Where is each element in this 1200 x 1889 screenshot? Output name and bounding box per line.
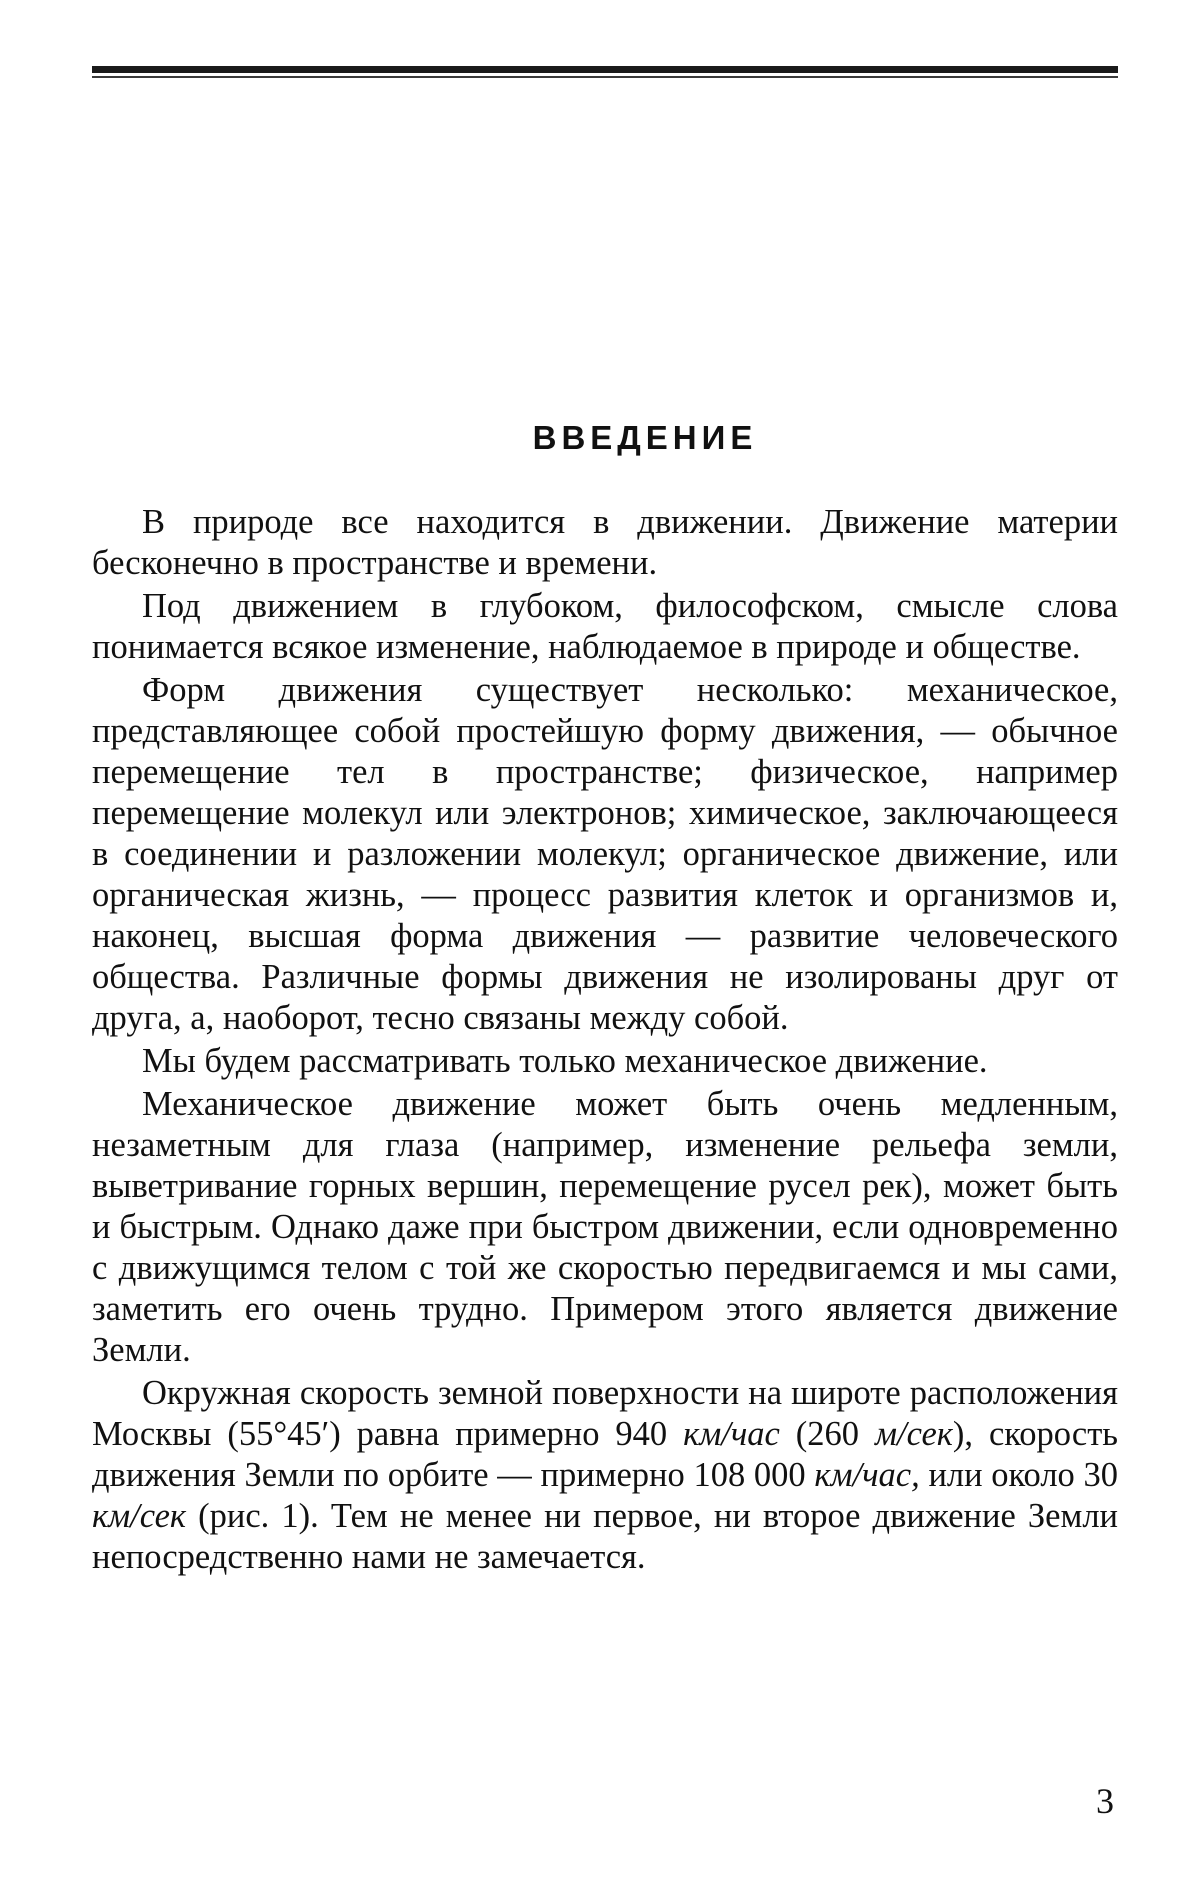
paragraph-6 [92, 1373, 1118, 1578]
paragraph-6-text-3: ), скорость движения Земли по орбите — примерно 108 000 [92, 1415, 1119, 1494]
unit-km-per-hour-2: км/час, [814, 1456, 920, 1494]
paragraph-1: В природе все находится в движении. Движение материи бесконечно в пространстве и времени. [92, 503, 1118, 582]
body-text [92, 502, 1118, 1580]
top-rule-thin-line [92, 76, 1118, 78]
unit-km-per-hour: км/час [683, 1415, 780, 1453]
paragraph-5: Механическое движение может быть очень медленным, незаметным для глаза (например, изменение рельефа земли, выветривание горных вершин, перемещение русел рек), может быть и быстрым. Однако даже при быстром движении, если одновременно с движущимся телом с той же скоростью передвигаемся и мы сами, заметить его очень трудно. Примером этого является движение Земли. [92, 1085, 1118, 1369]
chapter-heading: ВВЕДЕНИЕ [532, 419, 758, 456]
paragraph-3: Форм движения существует несколько: механическое, представляющее собой простейшую форму движения, — обычное перемещение тел в пространстве; физическое, например перемещение молекул или электронов; химическое, заключающееся в соединении и разложении молекул; органическое движение, или органическая жизнь, — процесс развития клеток и организмов и, наконец, высшая форма движения — развитие человеческого общества. Различные формы движения не изолированы друг от друга, а, наоборот, тесно связаны между собой. [92, 671, 1118, 1037]
page-number: 3 [1096, 1781, 1114, 1821]
paragraph-6-text-2: (260 [779, 1415, 875, 1453]
paragraph-6-text-5: (рис. 1). Тем не менее ни первое, ни второе движение Земли непосредственно нами не замечается. [92, 1497, 1118, 1576]
paragraph-2: Под движением в глубоком, философском, смысле слова понимается всякое изменение, наблюдаемое в природе и обществе. [92, 587, 1118, 666]
top-rule-thick-line [92, 66, 1118, 73]
paragraph-6-text-4: или около 30 [919, 1456, 1118, 1494]
paragraph-4: Мы будем рассматривать только механическое движение. [142, 1042, 988, 1080]
unit-km-per-sec: км/сек [92, 1497, 187, 1535]
unit-m-per-sec: м/сек [874, 1415, 953, 1453]
paragraph-6-text-1: Окружная скорость земной поверхности на широте расположения Москвы (55°45′) равна примерно 940 [92, 1374, 1118, 1453]
